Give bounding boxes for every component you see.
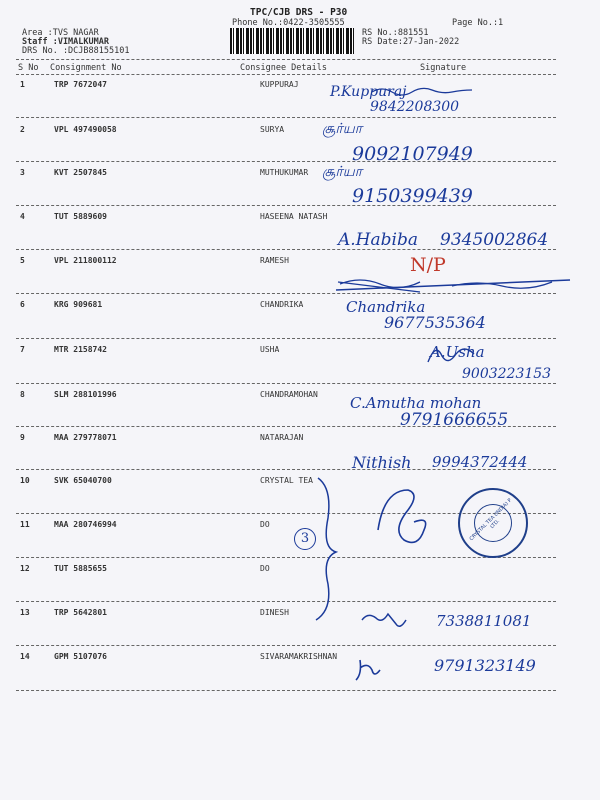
- drs-number: DRS No. :DCJB88155101: [22, 46, 130, 56]
- circled-count: 3: [294, 528, 316, 550]
- phone-number: Phone No.:0422-3505555: [232, 18, 345, 28]
- signature-scribble: [428, 349, 474, 362]
- row-consignee: HASEENA NATASH: [260, 212, 328, 221]
- signature-phone: 9677535364: [384, 313, 486, 332]
- row-consignee: CHANDRAMOHAN: [260, 390, 318, 399]
- row-sno: 7: [20, 345, 25, 354]
- row-sno: 10: [20, 476, 30, 485]
- row-sno: 8: [20, 390, 25, 399]
- row-sno: 14: [20, 652, 30, 661]
- signature-scribble: [378, 490, 426, 542]
- row-sno: 1: [20, 80, 25, 89]
- row-consignment: KVT 2507845: [54, 168, 107, 177]
- row-consignee: DO: [260, 520, 270, 529]
- signature-name: A.Habiba: [338, 230, 418, 250]
- col-consignment: Consignment No: [50, 63, 122, 73]
- area-label: Area :TVS NAGAR: [22, 28, 99, 38]
- signature-name: Nithish: [352, 453, 412, 472]
- signature-phone: 9345002864: [440, 230, 549, 250]
- signature-phone: 9003223153: [462, 366, 552, 382]
- row-consignment: KRG 909681: [54, 300, 103, 309]
- signature-name: C.Amutha mohan: [350, 394, 482, 412]
- row-consignee: DINESH: [260, 608, 289, 617]
- not-present-mark: N/P: [410, 254, 446, 276]
- signature-phone: 9150399439: [352, 185, 473, 207]
- sheet-title: TPC/CJB DRS - P30: [250, 7, 348, 18]
- row-sno: 12: [20, 564, 30, 573]
- row-consignment: TUT 5885655: [54, 564, 107, 573]
- row-consignment: MAA 280746994: [54, 520, 117, 529]
- page-number: Page No.:1: [452, 18, 504, 28]
- row-sno: 2: [20, 125, 25, 134]
- row-consignment: MTR 2158742: [54, 345, 107, 354]
- row-consignee: RAMESH: [260, 256, 289, 265]
- row-consignee: MUTHUKUMAR: [260, 168, 309, 177]
- rs-date: RS Date:27-Jan-2022: [362, 37, 460, 47]
- signature-phone: 7338811081: [436, 612, 532, 630]
- row-sno: 5: [20, 256, 25, 265]
- signature-name: A.Usha: [430, 343, 485, 361]
- row-consignee: DO: [260, 564, 270, 573]
- row-sno: 6: [20, 300, 25, 309]
- row-consignment: MAA 279778071: [54, 433, 117, 442]
- col-signature: Signature: [420, 63, 467, 73]
- col-sno: S No: [18, 63, 39, 73]
- staff-label: Staff :VIMALKUMAR: [22, 37, 109, 47]
- row-sno: 11: [20, 520, 30, 529]
- signature-phone: 9842208300: [370, 99, 460, 115]
- row-consignee: KUPPURAJ: [260, 80, 299, 89]
- signature-name: Chandrika: [346, 298, 426, 316]
- signature-name: P.Kuppuraj: [330, 84, 407, 100]
- col-consignee: Consignee Details: [240, 63, 327, 73]
- signature-scribble: [372, 88, 472, 95]
- signature-name: சூர்யா: [322, 121, 363, 137]
- stamp-text: CRYSTAL TEA (INDIA) P LTD.: [468, 497, 514, 543]
- signature-phone: 9092107949: [352, 143, 473, 165]
- row-consignee: SIVARAMAKRISHNAN: [260, 652, 338, 661]
- signature-phone: 9791323149: [434, 656, 536, 675]
- row-consignment: TRP 5642801: [54, 608, 107, 617]
- row-sno: 4: [20, 212, 25, 221]
- row-sno: 13: [20, 608, 30, 617]
- row-consignee: SURYA: [260, 125, 285, 134]
- row-consignment: VPL 211800112: [54, 256, 117, 265]
- grouping-brace: [316, 478, 336, 620]
- row-sno: 9: [20, 433, 25, 442]
- signature-scribble: [356, 660, 380, 680]
- signature-phone: 9994372444: [432, 453, 528, 471]
- row-consignee: CRYSTAL TEA: [260, 476, 313, 485]
- row-consignment: VPL 497490058: [54, 125, 117, 134]
- row-consignee: NATARAJAN: [260, 433, 304, 442]
- signature-scribble: [362, 614, 406, 626]
- row-consignment: SLM 288101996: [54, 390, 117, 399]
- row-consignment: TUT 5889609: [54, 212, 107, 221]
- row-consignee: CHANDRIKA: [260, 300, 304, 309]
- row-consignment: TRP 7672047: [54, 80, 107, 89]
- row-sno: 3: [20, 168, 25, 177]
- signature-name: சூர்யா: [322, 164, 363, 180]
- rs-number: RS No.:881551: [362, 28, 429, 38]
- row-consignee: USHA: [260, 345, 280, 354]
- row-consignment: GPM 5107076: [54, 652, 107, 661]
- row-consignment: SVK 65040700: [54, 476, 112, 485]
- signature-phone: 9791666655: [400, 410, 509, 430]
